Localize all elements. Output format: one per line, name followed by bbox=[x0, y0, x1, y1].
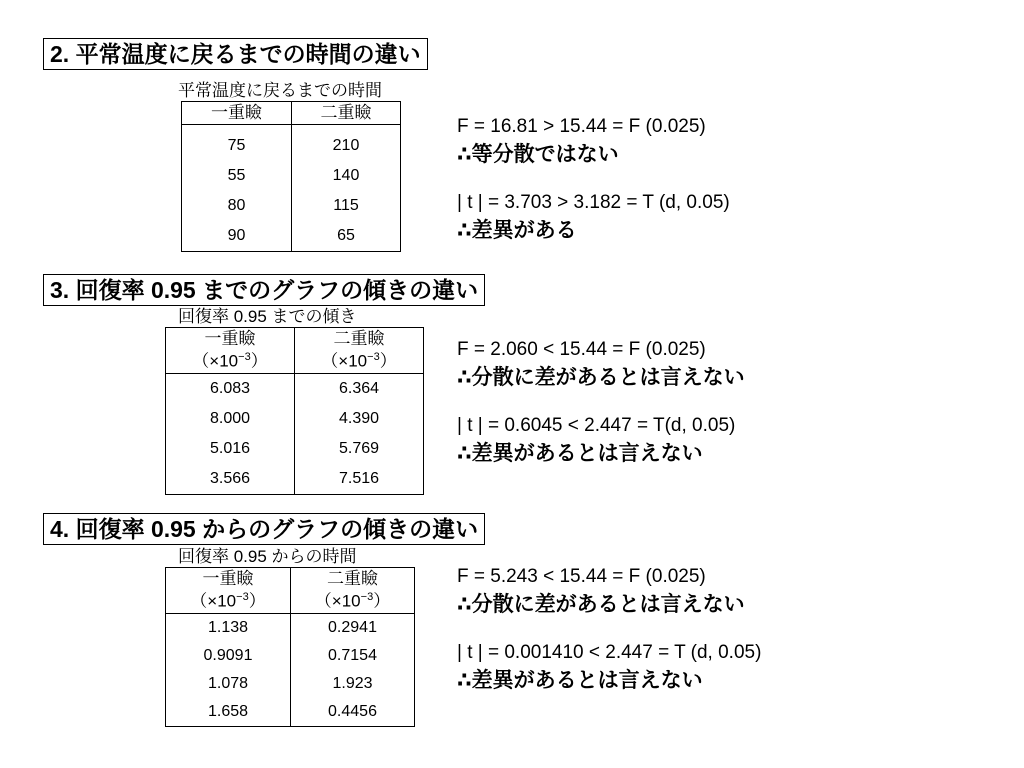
cell-double: 0.2941 bbox=[291, 613, 415, 642]
section-4-table-caption: 回復率 0.95 からの時間 bbox=[178, 547, 357, 566]
cell-double: 140 bbox=[292, 161, 401, 191]
column-header-double-eyelid bbox=[295, 328, 424, 374]
f-test-result: F = 16.81 > 15.44 = F (0.025) bbox=[457, 116, 706, 137]
table-row bbox=[166, 670, 415, 698]
column-header-double-eyelid bbox=[291, 568, 415, 614]
cell-double: 65 bbox=[292, 221, 401, 252]
table-row bbox=[166, 642, 415, 670]
section-3-table bbox=[165, 327, 424, 495]
column-header-single-eyelid: 一重瞼 bbox=[182, 102, 292, 125]
cell-single: 8.000 bbox=[166, 404, 295, 434]
section-2-table-caption: 平常温度に戻るまでの時間 bbox=[178, 81, 382, 100]
t-test-conclusion: ∴差異がある bbox=[457, 219, 577, 242]
section-2-results bbox=[457, 114, 730, 246]
cell-single: 5.016 bbox=[166, 434, 295, 464]
section-4-results bbox=[457, 564, 761, 696]
cell-single: 0.9091 bbox=[166, 642, 291, 670]
cell-single: 1.138 bbox=[166, 613, 291, 642]
section-4-table bbox=[165, 567, 415, 727]
column-header-double-eyelid: 二重瞼 bbox=[292, 102, 401, 125]
cell-single: 55 bbox=[182, 161, 292, 191]
section-3-table-caption: 回復率 0.95 までの傾き bbox=[178, 307, 357, 326]
column-title: 一重瞼 bbox=[202, 569, 254, 588]
f-test-result: F = 5.243 < 15.44 = F (0.025) bbox=[457, 566, 706, 587]
cell-double: 1.923 bbox=[291, 670, 415, 698]
table-row bbox=[166, 698, 415, 727]
column-header-single-eyelid bbox=[166, 328, 295, 374]
cell-single: 80 bbox=[182, 191, 292, 221]
section-3-results bbox=[457, 337, 745, 469]
column-title: 二重瞼 bbox=[327, 569, 378, 588]
table-row bbox=[166, 434, 424, 464]
table-row bbox=[182, 221, 401, 252]
cell-single: 1.078 bbox=[166, 670, 291, 698]
cell-double: 5.769 bbox=[295, 434, 424, 464]
cell-double: 210 bbox=[292, 125, 401, 162]
t-test-conclusion: ∴差異があるとは言えない bbox=[457, 669, 703, 692]
table-row bbox=[166, 373, 424, 404]
column-unit: $(\times 10^{-3})$ bbox=[192, 351, 268, 371]
cell-double: 4.390 bbox=[295, 404, 424, 434]
cell-double: 115 bbox=[292, 191, 401, 221]
t-test-result: | t | = 0.001410 < 2.447 = T (d, 0.05) bbox=[457, 642, 762, 663]
t-test-result: | t | = 0.6045 < 2.447 = T(d, 0.05) bbox=[457, 415, 736, 436]
cell-single: 90 bbox=[182, 221, 292, 252]
cell-double: 0.7154 bbox=[291, 642, 415, 670]
cell-single: 75 bbox=[182, 125, 292, 162]
table-row bbox=[166, 613, 415, 642]
section-2-heading: 2. 平常温度に戻るまでの時間の違い bbox=[43, 38, 428, 70]
section-2-table bbox=[181, 101, 401, 252]
table-row bbox=[182, 161, 401, 191]
t-test-conclusion: ∴差異があるとは言えない bbox=[457, 442, 703, 465]
f-test-result: F = 2.060 < 15.44 = F (0.025) bbox=[457, 339, 706, 360]
f-test-conclusion: ∴分散に差があるとは言えない bbox=[457, 366, 745, 389]
section-3-heading: 3. 回復率 0.95 までのグラフの傾きの違い bbox=[43, 274, 485, 306]
cell-single: 3.566 bbox=[166, 464, 295, 495]
column-unit: $(\times 10^{-3})$ bbox=[321, 351, 397, 371]
table-row bbox=[166, 464, 424, 495]
t-test-result: | t | = 3.703 > 3.182 = T (d, 0.05) bbox=[457, 192, 730, 213]
table-row bbox=[166, 404, 424, 434]
column-header-single-eyelid bbox=[166, 568, 291, 614]
f-test-conclusion: ∴等分散ではない bbox=[457, 143, 619, 166]
cell-double: 6.364 bbox=[295, 373, 424, 404]
column-title: 一重瞼 bbox=[204, 329, 256, 348]
cell-single: 1.658 bbox=[166, 698, 291, 727]
f-test-conclusion: ∴分散に差があるとは言えない bbox=[457, 593, 745, 616]
cell-double: 0.4456 bbox=[291, 698, 415, 727]
cell-single: 6.083 bbox=[166, 373, 295, 404]
column-unit: $(\times 10^{-3})$ bbox=[314, 591, 391, 611]
column-title: 二重瞼 bbox=[333, 329, 385, 348]
section-4-heading: 4. 回復率 0.95 からのグラフの傾きの違い bbox=[43, 513, 485, 545]
table-row bbox=[182, 125, 401, 162]
cell-double: 7.516 bbox=[295, 464, 424, 495]
column-unit: $(\times 10^{-3})$ bbox=[190, 591, 266, 611]
table-row bbox=[182, 191, 401, 221]
